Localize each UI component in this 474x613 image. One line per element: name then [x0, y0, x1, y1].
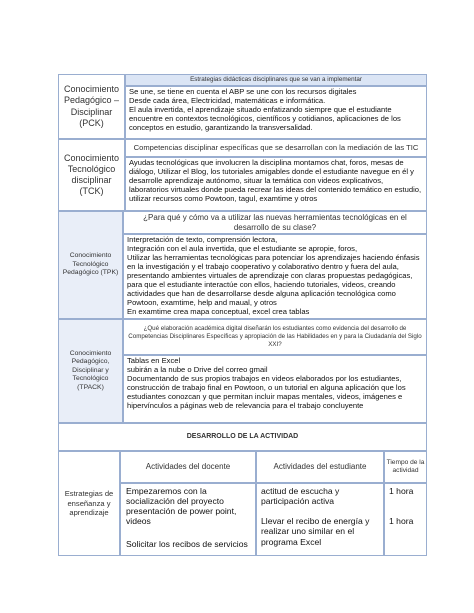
column-tiempo-header [384, 451, 427, 483]
tpk-line: Integración con el aula invertida, que el estudiante se apropie, foros, [127, 243, 358, 253]
tpk-label-cell [58, 211, 123, 319]
tck-header-cell [125, 139, 427, 157]
column-docente-header [120, 451, 256, 483]
estudiante-activities-cell [256, 483, 384, 556]
column-estudiante-label: Actividades del estudiante [273, 462, 367, 471]
tpack-line: subirán a la nube o Drive del correo gmail [127, 364, 268, 374]
tck-label-cell [58, 139, 125, 211]
tiempo-value: 1 hora [389, 516, 414, 527]
tpk-line: En examtime crea mapa conceptual, excel crea tablas [127, 306, 310, 316]
docente-activities-cell [120, 483, 256, 556]
tck-header: Competencias disciplinar específicas que se desarrollan con la mediación de las TIC [133, 143, 419, 153]
pck-label-cell [58, 74, 125, 139]
pck-line: Desde cada área, Electricidad, matemáticas e informática. [129, 95, 326, 105]
pck-header: Estrategias didácticas disciplinares que se van a implementar [190, 76, 362, 84]
tpk-question: ¿Para qué y cómo va a utilizar las nuevas herramientas tecnológicas en el desarrollo de su clase? [143, 212, 407, 232]
column-docente-label: Actividades del docente [145, 462, 231, 471]
pck-label: Conocimiento Pedagógico – Disciplinar (PCK) [63, 84, 120, 128]
pck-content-cell [125, 86, 427, 139]
estudiante-activity: Llevar el recibo de energía y realizar uno similar en el programa Excel [261, 516, 370, 547]
tpack-content-cell [123, 355, 427, 423]
tiempo-cell [384, 483, 427, 556]
tpack-question-cell [123, 319, 427, 355]
docente-activity: Solicitar los recibos de servicios [126, 538, 248, 549]
pck-header-cell [125, 74, 427, 86]
activity-title: DESARROLLO DE LA ACTIVIDAD [186, 432, 299, 440]
activity-title-cell [58, 423, 427, 451]
tck-body: Ayudas tecnológicas que involucren la disciplina montamos chat, foros, mesas de diálogo, Utilizar el Blog, los tutoriales amigables donde el estudiante navegue en él y desarrolle aprendizaje autónomo, situar la temática con videos explicativos, laboratorios virtuales donde pueda recrear las ideas del contenido temático en estudio, utilizar recursos como Powtoon, tagul, examtime y otros [129, 158, 422, 203]
pck-line: El aula invertida, el aprendizaje situado enfatizando siempre que el estudiante encuentre en contextos tecnológicos, científicos y cotidianos, aplicaciones de los conceptos en estudio, garantizando la transversalidad. [129, 104, 401, 132]
tpk-content-cell [123, 234, 427, 319]
pck-line: Se une, se tiene en cuenta el ABP se une con los recursos digitales [129, 87, 357, 96]
strategies-label: Estrategias de enseñanza y aprendizaje [64, 489, 114, 518]
column-estudiante-header [256, 451, 384, 483]
tiempo-value: 1 hora [389, 486, 414, 496]
tpack-line: Tablas en Excel [127, 356, 181, 365]
tpk-label: Conocimiento Tecnológico Pedagógico (TPK) [62, 252, 119, 277]
tpk-question-cell [123, 211, 427, 234]
estudiante-activity: actitud de escucha y participación activa [261, 486, 340, 507]
column-tiempo-label: Tiempo de la actividad [386, 458, 425, 474]
tck-content-cell [125, 157, 427, 211]
docente-activity: Empezaremos con la socialización del proyecto presentación de power point, videos [126, 486, 237, 527]
tpack-question: ¿Qué elaboración académica digital diseñarán los estudiantes como evidencia del desarrollo de Competencias Disciplinares Específicas y apropiación de las Habilidades en y para la Ciudadanía del Siglo XXI? [128, 325, 422, 348]
tpk-line: Utilizar las herramientas tecnológicas para potenciar los aprendizajes haciendo énfasis en la investigación y el trabajo cooperativo y colaborativo dentro y fuera del aula, presentando ambientes virtuales de aprendizaje con claras propuestas pedagógicas, para que el estudiante interactúe con ellos, haciendo tutoriales, videos, creando actividades que han de desarrollarse desde alguna aplicación tecnológica como Powtoon, examtime, help and maual, y otros [127, 252, 420, 307]
tpack-label-cell [58, 319, 123, 423]
tpk-line: Interpretación de texto, comprensión lectora, [127, 235, 278, 244]
tpack-line: Documentando de sus propios trabajos en videos elaborados por los estudiantes, construcción de trabajo final en Powtoon, o un tutorial en alguna aplicación que los estudiantes conozcan y que permitan incluir mapas mentales, videos, imágenes e hipervínculos a páginas web de relevancia para el trabajo concluyente [127, 373, 406, 410]
tck-label: Conocimiento Tecnológico disciplinar (TCK) [63, 152, 120, 197]
strategies-label-cell [58, 451, 120, 556]
tpack-label: Conocimiento Pedagógico, Disciplinar y Tecnológico (TPACK) [69, 349, 112, 391]
